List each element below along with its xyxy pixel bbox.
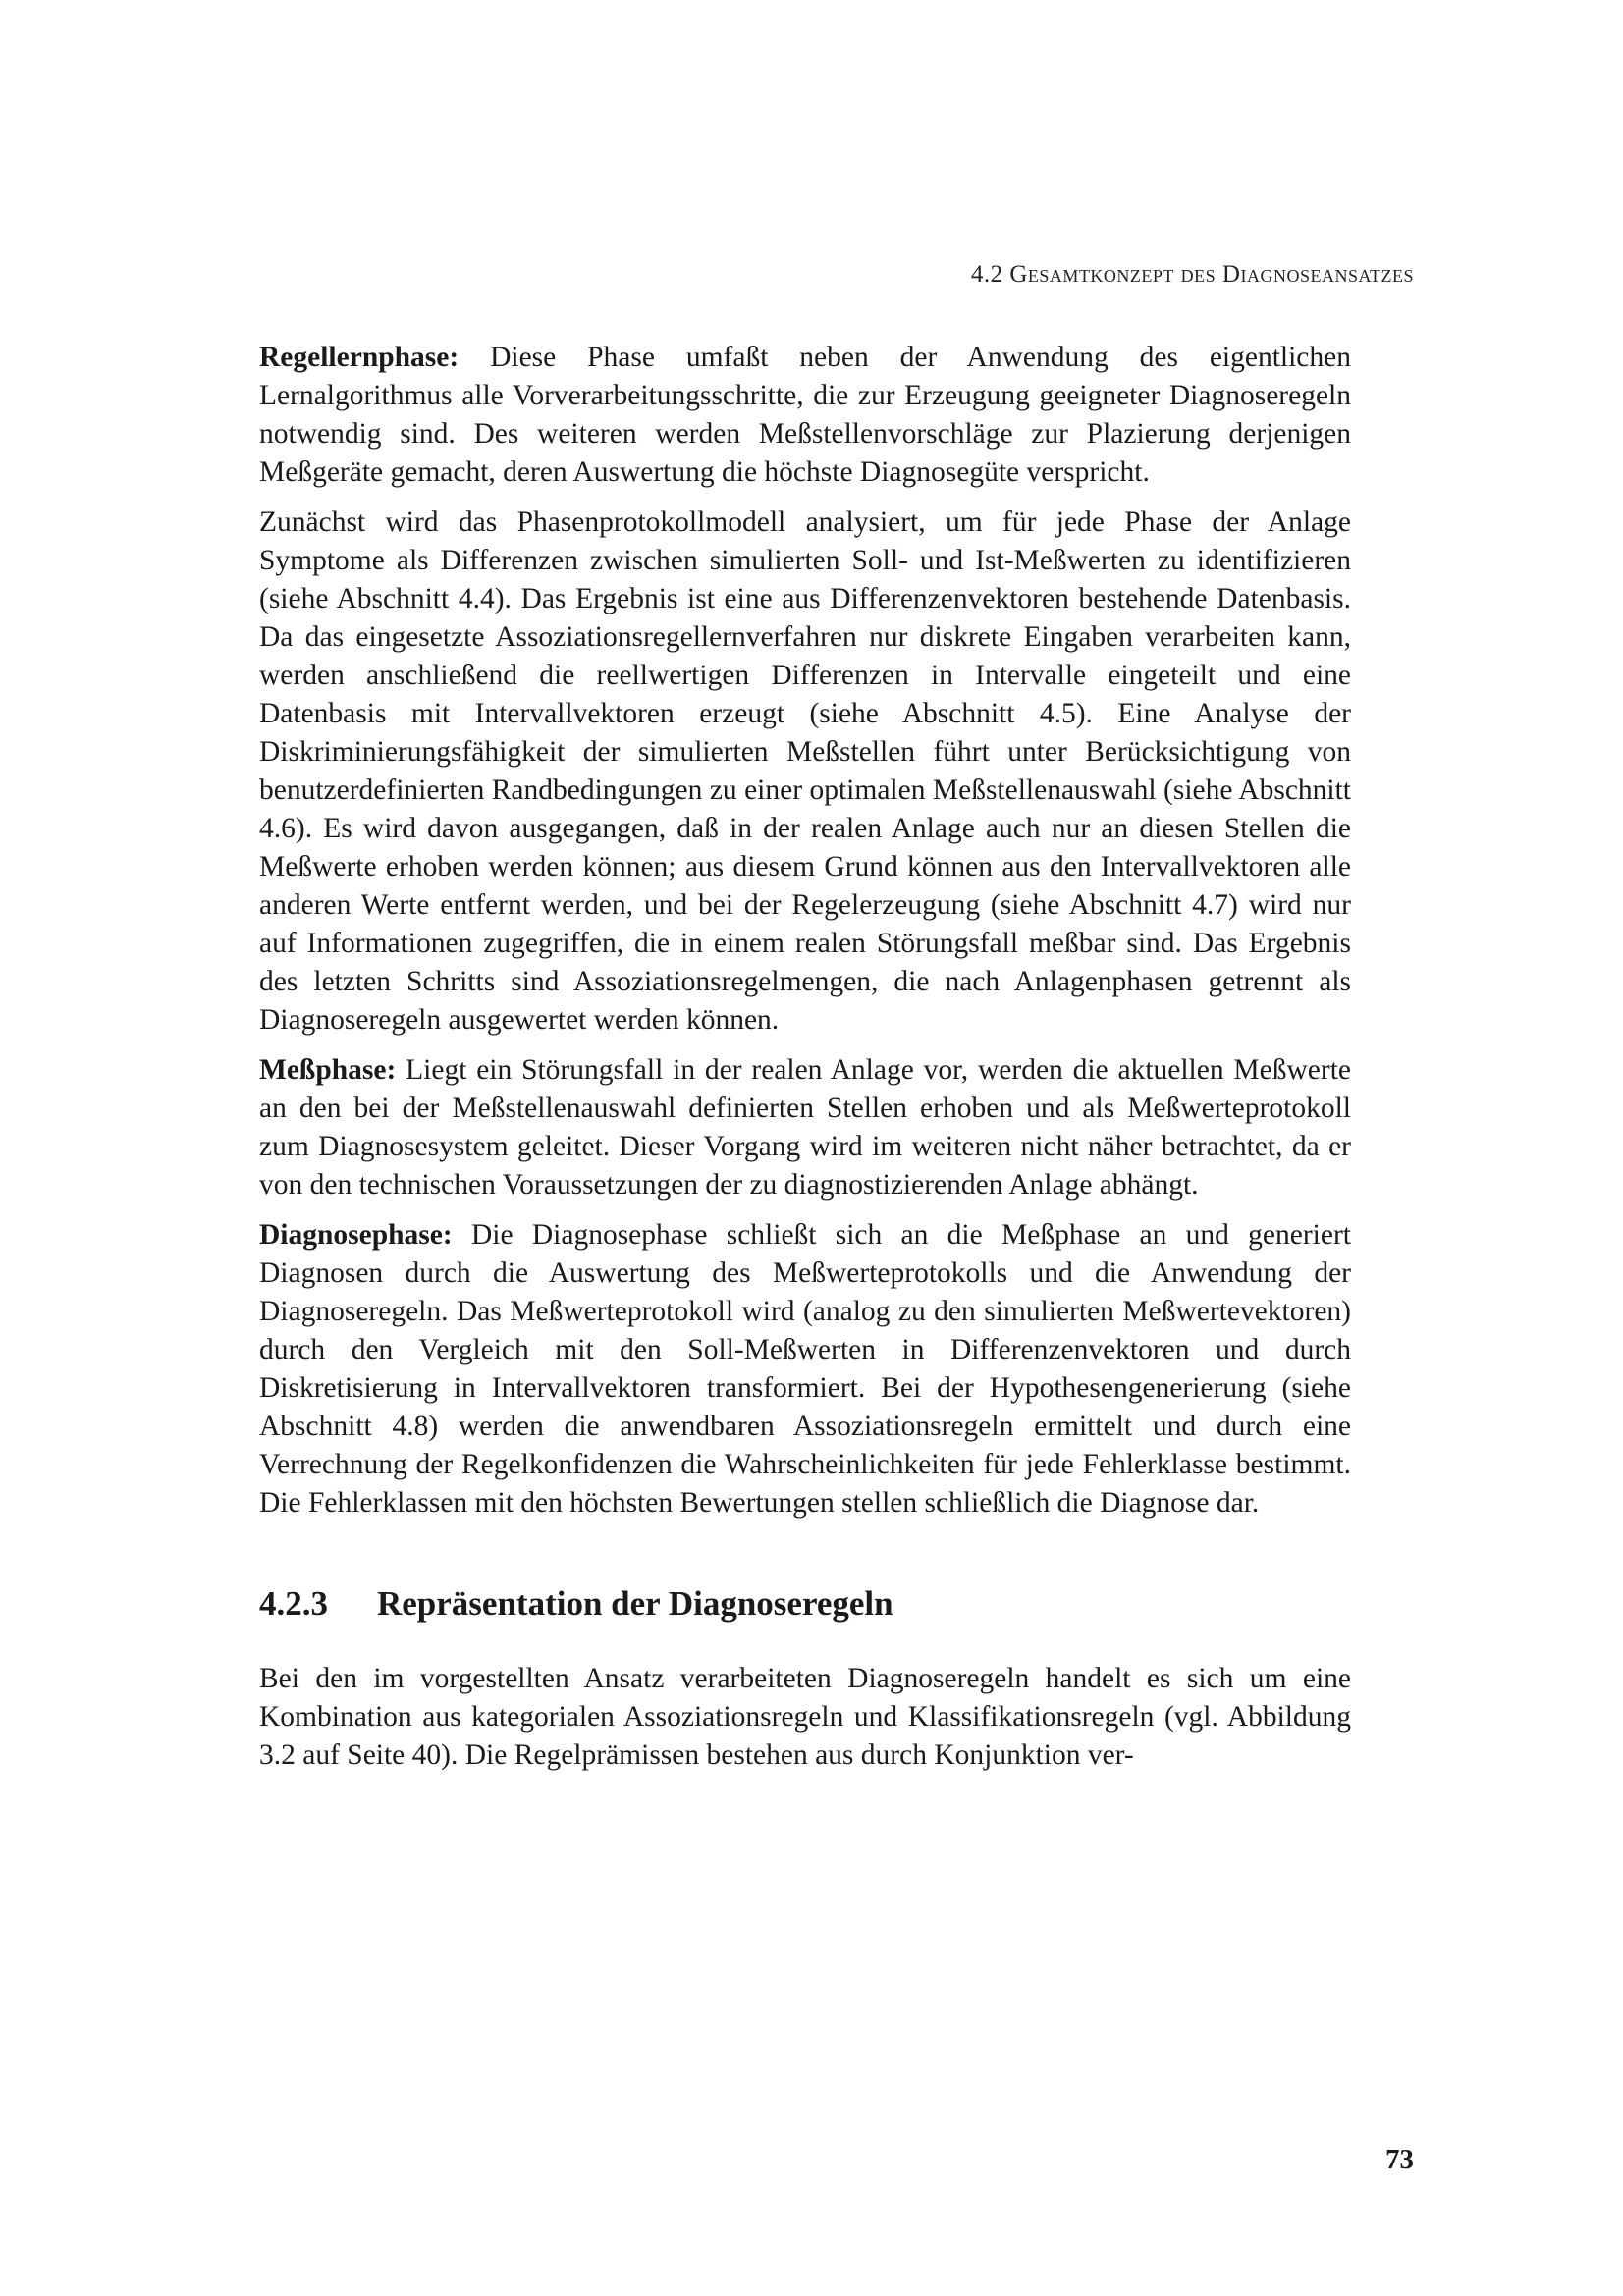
- paragraph-label: Regellernphase:: [259, 342, 460, 373]
- paragraph-messphase: [259, 1051, 1351, 1204]
- paragraph-label: Diagnosephase:: [259, 1219, 453, 1251]
- paragraph-text: Die Diagnosephase schließt sich an die Meßphase an und generiert Diagnosen durch die Auswertung des Meßwerteprotokolls und die Anwendung der Diagnoseregeln. Das Meßwerteprotokoll wird (analog zu den simulierten Meßwertevektoren) durch den Vergleich mit den Soll-Meßwerten in Differenzenvektoren und durch Diskretisierung in Intervallvektoren transformiert. Bei der Hypothesengenerierung (siehe Abschnitt 4.8) werden die anwendbaren Assoziationsregeln ermittelt und durch eine Verrechnung der Regelkonfidenzen die Wahrscheinlichkeiten für jede Fehlerklasse bestimmt. Die Fehlerklassen mit den höchsten Bewertungen stellen schließlich die Diagnose dar.: [259, 1219, 1351, 1519]
- paragraph-diagnosephase: [259, 1216, 1351, 1522]
- paragraph-label: Meßphase:: [259, 1054, 397, 1086]
- paragraph-details: [259, 504, 1351, 1040]
- subsection-number: 4.2.3: [259, 1584, 328, 1623]
- paragraph-text: Zunächst wird das Phasenprotokollmodell analysiert, um für jede Phase der Anlage Symptome als Differenzen zwischen simulierten Soll- und Ist-Meßwerten zu identifizieren (siehe Abschnitt 4.4). Das Ergebnis ist eine aus Differenzenvektoren bestehende Datenbasis. Da das eingesetzte Assoziationsregellernverfahren nur diskrete Eingaben verarbeiten kann, werden anschließend die reellwertigen Differenzen in Intervalle eingeteilt und eine Datenbasis mit Intervallvektoren erzeugt (siehe Abschnitt 4.5). Eine Analyse der Diskriminierungsfähigkeit der simulierten Meßstellen führt unter Berücksichtigung von benutzerdefinierten Randbedingungen zu einer optimalen Meßstellenauswahl (siehe Abschnitt 4.6). Es wird davon ausgegangen, daß in der realen Anlage auch nur an diesen Stellen die Meßwerte erhoben werden können; aus diesem Grund können aus den Intervallvektoren alle anderen Werte entfernt werden, und bei der Regelerzeugung (siehe Abschnitt 4.7) wird nur auf Informationen zugegriffen, die in einem realen Störungsfall meßbar sind. Das Ergebnis des letzten Schritts sind Assoziationsregelmengen, die nach Anlagenphasen getrennt als Diagnoseregeln ausgewertet werden können.: [259, 507, 1351, 1036]
- subsection-title: Repräsentation der Diagnoseregeln: [377, 1584, 893, 1623]
- running-header: [259, 261, 1414, 289]
- paragraph-representation: [259, 1660, 1351, 1775]
- header-section-number: 4.2: [970, 261, 1003, 288]
- paragraph-text: Liegt ein Störungsfall in der realen Anlage vor, werden die aktuellen Meßwerte an den bei der Meßstellenauswahl definierten Stellen erhoben und als Meßwerteprotokoll zum Diagnosesystem geleitet. Dieser Vorgang wird im weiteren nicht näher betrachtet, da er von den technischen Voraussetzungen der zu diagnostizierenden Anlage abhängt.: [259, 1054, 1352, 1201]
- paragraph-text: Diese Phase umfaßt neben der Anwendung des eigentlichen Lernalgorithmus alle Vorverarbeitungsschritte, die zur Erzeugung geeigneter Diagnoseregeln notwendig sind. Des weiteren werden Meßstellenvorschläge zur Plazierung derjenigen Meßgeräte gemacht, deren Auswertung die höchste Diagnosegüte verspricht.: [259, 342, 1351, 488]
- page-number: 73: [1385, 2144, 1414, 2175]
- header-section-title: Gesamtkonzept des Diagnoseansatzes: [1009, 261, 1414, 288]
- paragraph-regellernphase: [259, 339, 1351, 492]
- subsection-heading: [259, 1583, 1351, 1625]
- paragraph-text: Bei den im vorgestellten Ansatz verarbeiteten Diagnoseregeln handelt es sich um eine Kombination aus kategorialen Assoziationsregeln und Klassifikationsregeln (vgl. Abbildung 3.2 auf Seite 40). Die Regelprämissen bestehen aus durch Konjunktion ver-: [259, 1663, 1351, 1771]
- body-text: [259, 339, 1351, 1787]
